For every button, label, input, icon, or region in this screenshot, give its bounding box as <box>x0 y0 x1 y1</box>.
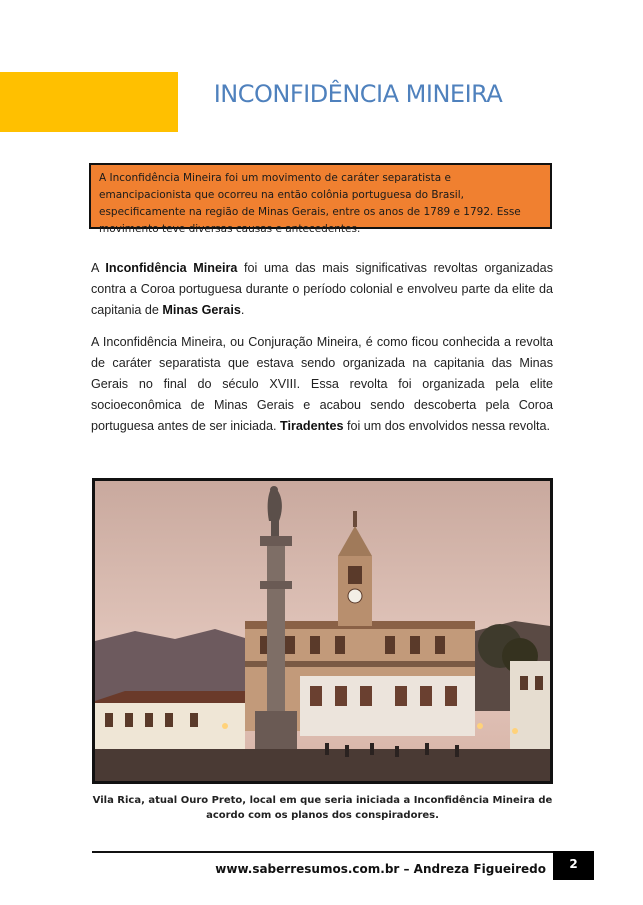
figure-caption: Vila Rica, atual Ouro Preto, local em que seria iniciada a Inconfidência Mineira de acordo com os planos dos conspiradores. <box>92 795 553 821</box>
paragraph-2-text-b: foi um dos envolvidos nessa revolta. <box>343 419 551 433</box>
summary-box <box>89 163 552 235</box>
paragraph-2-bold-a: Tiradentes <box>280 419 344 433</box>
paragraph-1-bold-b: Minas Gerais <box>162 303 241 317</box>
paragraph-2 <box>91 332 553 437</box>
page-number: 2 <box>553 851 594 880</box>
paragraph-1-text-a: A <box>91 261 106 275</box>
page-title: INCONFIDÊNCIA MINEIRA <box>213 80 503 108</box>
paragraph-1-text-b: foi uma das mais significativas revoltas organizadas contra a Coroa portuguesa durante o período colonial e envolveu parte da elite da capitania de <box>91 261 553 317</box>
summary-text: A Inconfidência Mineira foi um movimento de caráter separatista e emancipacionista que ocorreu na então colônia portuguesa do Brasil, especificamente na região de Minas Gerais, entre os anos de 1789 e 1792. Esse movimento teve diversas causas e antecedentes. <box>99 172 521 235</box>
ouro-preto-photo <box>92 478 553 784</box>
paragraph-1 <box>91 258 553 321</box>
paragraph-1-bold-a: Inconfidência Mineira <box>105 261 238 275</box>
paragraph-1-text-c: . <box>240 303 245 317</box>
footer-site: www.saberresumos.com.br – Andreza Figueiredo <box>215 862 546 876</box>
header-accent-bar <box>0 72 178 132</box>
footer-divider <box>92 851 594 853</box>
paragraph-2-text-a: A Inconfidência Mineira, ou Conjuração Mineira, é como ficou conhecida a revolta de caráter separatista que estava sendo organizada na capitania das Minas Gerais no final do século XVIII. Essa revolta foi organizada pela elite socioeconômica de Minas Gerais e acabou sendo descoberta pela Coroa portuguesa antes de ser iniciada. <box>91 335 553 433</box>
